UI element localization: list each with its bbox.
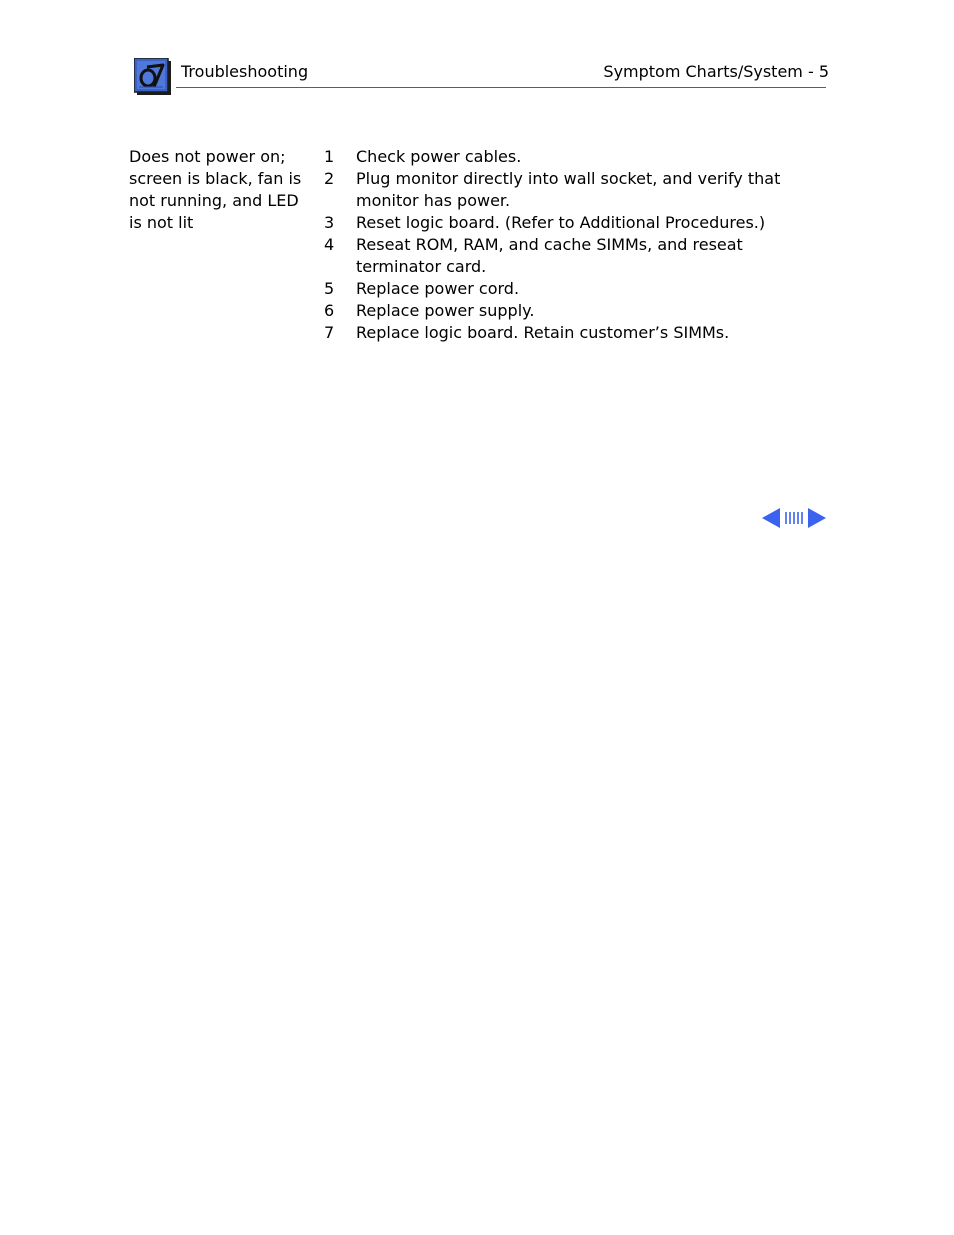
step-text: Replace power supply. bbox=[356, 301, 535, 320]
page-label: Symptom Charts/System - 5 bbox=[603, 62, 829, 81]
right-arrow-icon[interactable] bbox=[808, 508, 826, 528]
step-number: 5 bbox=[324, 279, 335, 298]
step-item bbox=[324, 146, 824, 168]
step-item bbox=[324, 234, 824, 278]
solution-steps-list bbox=[324, 146, 824, 344]
step-text: Reset logic board. (Refer to Additional Procedures.) bbox=[356, 213, 766, 232]
page-navigation bbox=[762, 506, 826, 530]
step-item bbox=[324, 322, 824, 344]
section-title: Troubleshooting bbox=[181, 62, 309, 81]
left-arrow-icon[interactable] bbox=[762, 508, 780, 528]
step-text: Plug monitor directly into wall socket, and verify that monitor has power. bbox=[356, 169, 781, 210]
symptom-description: Does not power on; screen is black, fan is not running, and LED is not lit bbox=[129, 147, 302, 232]
step-item bbox=[324, 212, 824, 234]
step-item bbox=[324, 300, 824, 322]
toolbox-manual-icon bbox=[134, 58, 172, 96]
index-bars-icon[interactable] bbox=[786, 512, 802, 524]
step-number: 6 bbox=[324, 301, 335, 320]
step-text: Reseat ROM, RAM, and cache SIMMs, and reseat terminator card. bbox=[356, 235, 743, 276]
step-item bbox=[324, 168, 824, 212]
step-number: 4 bbox=[324, 235, 335, 254]
header-divider bbox=[176, 87, 826, 88]
step-number: 2 bbox=[324, 169, 335, 188]
step-item bbox=[324, 278, 824, 300]
step-number: 1 bbox=[324, 147, 335, 166]
step-text: Replace logic board. Retain customer’s SIMMs. bbox=[356, 323, 730, 342]
step-text: Replace power cord. bbox=[356, 279, 520, 298]
step-text: Check power cables. bbox=[356, 147, 522, 166]
step-number: 3 bbox=[324, 213, 335, 232]
step-number: 7 bbox=[324, 323, 335, 342]
